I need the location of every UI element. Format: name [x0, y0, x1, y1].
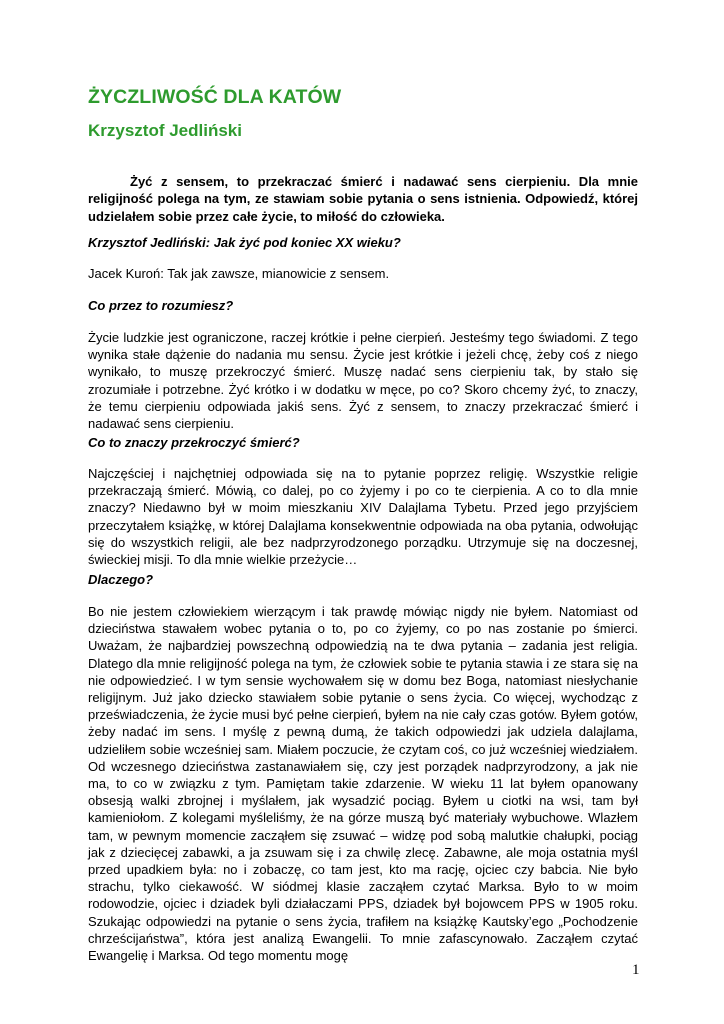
answer-2: Życie ludzkie jest ograniczone, raczej krótkie i pełne cierpień. Jesteśmy tego świadomi. Z tego wynika stałe dążenie do nadania mu sensu. Życie jest krótkie i jeżeli chcę, żeby coś z niego wynikało, to muszę przekroczyć śmierć. Muszę nadać sens cierpieniu tak, by stało się zrozumiałe i potrzebne. Żyć krótko i w dodatku w męce, po co? Skoro chcemy żyć, to znaczy, że temu cierpieniu odpowiada jakiś sens. Żyć z sensem, to znaczy przekraczać śmierć i nadawać sens cierpieniu. — [88, 330, 638, 432]
question-2: Co przez to rozumiesz? — [88, 298, 234, 313]
lead-paragraph: Żyć z sensem, to przekraczać śmierć i nadawać sens cierpieniu. Dla mnie religijność polega na tym, ze stawiam sobie pytania o sens istnienia. Odpowiedź, której udzielałem sobie przez całe życie, to miłość do człowieka. — [88, 174, 638, 224]
answer-3: Najczęściej i najchętniej odpowiada się na to pytanie poprzez religię. Wszystkie religie przekraczają śmierć. Mówią, co dalej, po co żyjemy i po co te cierpienia. A co to dla mnie znaczy? Niedawno był w moim mieszkaniu XIV Dalajlama Tybetu. Przed jego przyjściem przeczytałem książkę, w której Dalajlama konsekwentnie odpowiada na oba pytania, odwołując się do wszystkich religii, ale bez nadprzyrodzonego porządku. Utrzymuje się na doczesnej, świeckiej misji. To dla mnie wielkie przeżycie… — [88, 466, 638, 568]
answer-1: Jacek Kuroń: Tak jak zawsze, mianowicie z sensem. — [88, 266, 390, 281]
question-3: Co to znaczy przekroczyć śmierć? — [88, 435, 300, 450]
document-page — [88, 0, 638, 1024]
answer-4: Bo nie jestem człowiekiem wierzącym i tak prawdę mówiąc nigdy nie byłem. Natomiast od dzieciństwa stawałem wobec pytania o to, po co żyjemy, co po nas zostanie po śmierci. Uważam, że najbardziej powszechną odpowiedzią na te dwa pytania – zadania jest religia. Dlatego dla mnie religijność polega na tym, że człowiek sobie te pytania stawia i ze stara się na nie odpowiedzieć. I w tym sensie wychowałem się w domu bez Boga, natomiast niesłychanie religijnym. Już jako dziecko stawiałem sobie pytanie o sens życia. Co więcej, wychodząc z przeświadczenia, że życie musi być pełne cierpień, byłem na nie cały czas gotów. Byłem gotów, żeby nadać im sens. I myślę z pewną dumą, że takich odpowiedzi jak udziela dalajlama, udzieliłem sobie wcześniej sam. Miałem poczucie, że czytam coś, co już wcześniej wiedziałem. Od wczesnego dzieciństwa zastanawiałem się, czy jest porządek nadprzyrodzony, a jak nie ma, to co w związku z tym. Pamiętam takie zdarzenie. W wieku 11 lat byłem opanowany obsesją walki zbrojnej i myślałem, jak wysadzić pociąg. Byłem u ciotki na wsi, tam był kamieniołom. Z kolegami myśleliśmy, że na górze muszą być materiały wybuchowe. Wlazłem tam, w pewnym momencie zacząłem się zsuwać – widzę pod sobą malutkie chałupki, pociąg jak z dziecięcej zabawki, a ja zsuwam się i za chwilę zlecę. Zabawne, ale moja ostatnia myśl przed upadkiem była: no i zobaczę, co tam jest, kto ma rację, ojciec czy babcia. Nie było strachu, tylko ciekawość. W siódmej klasie zacząłem czytać Marksa. Było to w moim rodowodzie, ojciec i dziadek byli działaczami PPS, dziadek był bojowcem PPS w 1905 roku. Szukając odpowiedzi na pytanie o sens życia, trafiłem na książkę Kautsky’ego „Pochodzenie chrześcijaństwa”, która jest analizą Ewangelii. To mnie zafascynowało. Zacząłem czytać Ewangelię i Marksa. Od tego momentu mogę — [88, 604, 638, 964]
question-4: Dlaczego? — [88, 572, 154, 587]
document-author: Krzysztof Jedliński — [88, 121, 242, 140]
page-number: 1 — [632, 962, 640, 978]
document-title: ŻYCZLIWOŚĆ DLA KATÓW — [88, 86, 342, 108]
question-1: Krzysztof Jedliński: Jak żyć pod koniec XX wieku? — [88, 235, 401, 250]
